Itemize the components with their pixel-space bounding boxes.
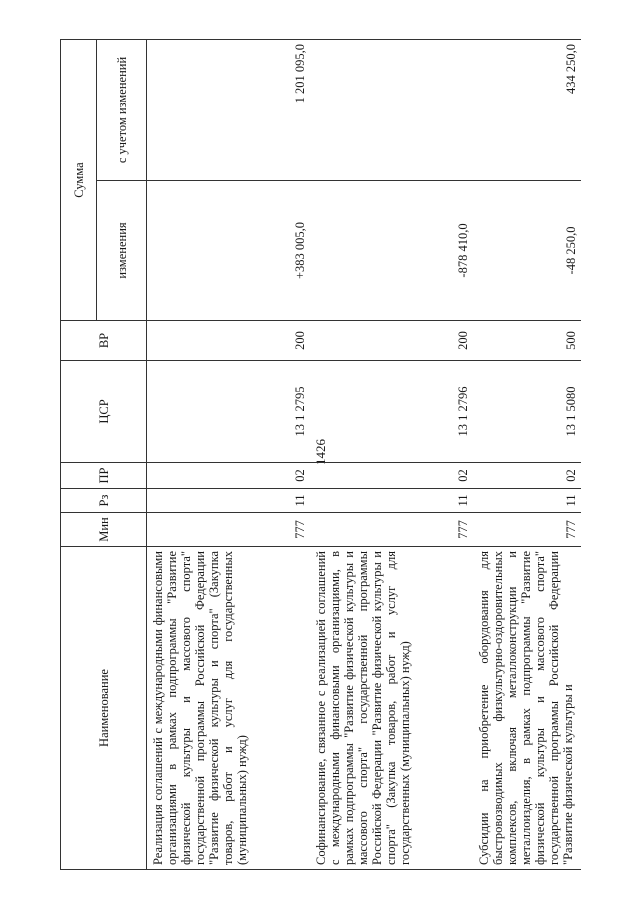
header-min: Мин [61, 513, 147, 547]
budget-table [60, 39, 581, 870]
row-with-change: 1 201 095,0 [147, 40, 310, 181]
header-csr: ЦСР [61, 361, 147, 463]
row-rz: 11 [473, 489, 581, 513]
header-name: Наименование [61, 547, 147, 870]
header-pr: ПР [61, 463, 147, 489]
row-change: +383 005,0 [147, 181, 310, 321]
row-min: 777 [310, 513, 473, 547]
header-vr: ВР [61, 321, 147, 361]
row-change: -878 410,0 [310, 181, 473, 321]
row-change: -48 250,0 [473, 181, 581, 321]
row-csr: 13 1 5080 [473, 361, 581, 463]
row-vr: 200 [310, 321, 473, 361]
row-pr: 02 [473, 463, 581, 489]
row-min: 777 [473, 513, 581, 547]
budget-table-wrapper [60, 40, 580, 870]
row-with-change: 434 250,0 [473, 40, 581, 181]
row-name: Реализация соглашений с международными финансовыми организациями в рамках подпрограммы "Развитие физической культуры и массового спорта" государственной программы Российской Федерации "Развитие физической культуры и спорта" (Закупка товаров, работ и услуг для государственных (муниципальных) нужд) [147, 547, 310, 870]
row-csr: 13 1 2795 [147, 361, 310, 463]
header-rz: Рз [61, 489, 147, 513]
row-vr: 200 [147, 321, 310, 361]
row-pr: 02 [147, 463, 310, 489]
table-row [310, 40, 473, 870]
table-row [473, 40, 581, 870]
header-sum: Сумма [61, 40, 97, 321]
row-min: 777 [147, 513, 310, 547]
row-csr: 13 1 2796 [310, 361, 473, 463]
row-vr: 500 [473, 321, 581, 361]
row-with-change [310, 40, 473, 181]
row-pr: 02 [310, 463, 473, 489]
header-change: изменения [97, 181, 147, 321]
row-rz: 11 [310, 489, 473, 513]
page-number: 1426 [313, 439, 328, 465]
header-with-change: с учетом изменений [97, 40, 147, 181]
table-row [147, 40, 310, 870]
row-name: Софинансирование, связанное с реализацией соглашений с международными финансовыми организациями, в рамках подпрограммы "Развитие физической культуры и массового спорта" государственной программы Российской Федерации "Развитие физической культуры и спорта" (Закупка товаров, работ и услуг для государственных (муниципальных) нужд) [310, 547, 473, 870]
row-rz: 11 [147, 489, 310, 513]
row-name: Субсидии на приобретение оборудования для быстровозводимых физкультурно-оздоровительных комплексов, включая металлоконструкции и металлоизделия, в рамках подпрограммы "Развитие физической культуры и массового спорта" государственной программы Российской Федерации "Развитие физической культуры и [473, 547, 581, 870]
